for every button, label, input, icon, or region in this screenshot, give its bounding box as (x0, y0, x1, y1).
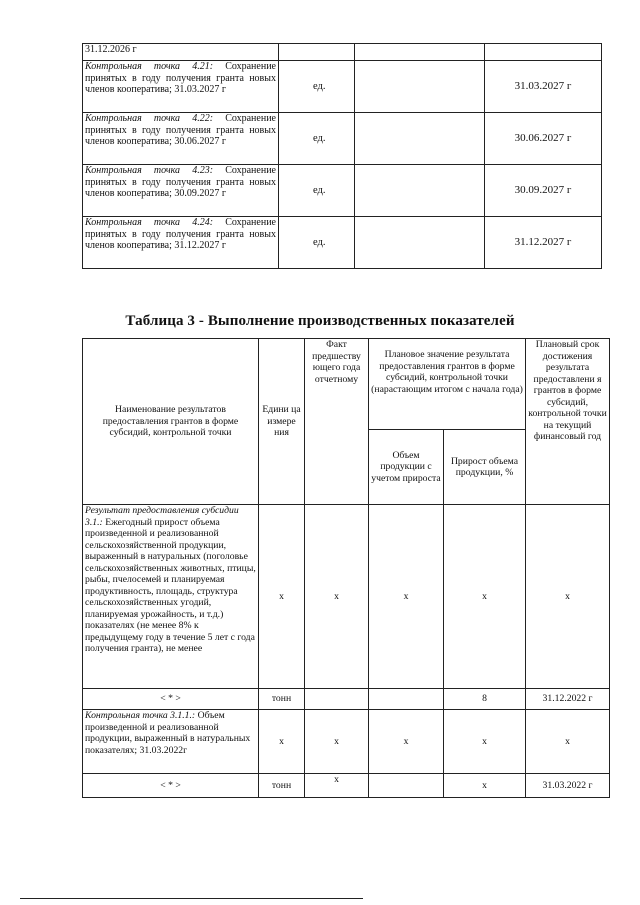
control-point-description: Контрольная точка 4.24: Сохранение принятых в году получения гранта новых членов кооператива; 31.12.2027 г (83, 217, 279, 269)
cell-x: x (526, 505, 610, 689)
table-row (83, 710, 610, 774)
control-point-description: Контрольная точка 4.23: Сохранение принятых в году получения гранта новых членов кооператива; 30.09.2027 г (83, 165, 279, 217)
header-name: Наименование результатов предоставления грантов в форме субсидий, контрольной точки (83, 339, 259, 505)
table-row (83, 774, 610, 798)
volume-cell (369, 689, 444, 710)
unit-cell: ед. (279, 61, 355, 113)
header-volume: Объем продукции с учетом прироста (369, 430, 444, 505)
unit-cell: ед. (279, 165, 355, 217)
production-indicators-table (82, 338, 610, 798)
table-title: Таблица 3 - Выполнение производственных показателей (125, 313, 515, 329)
unit-cell: ед. (279, 217, 355, 269)
header-row (83, 339, 610, 430)
table-row (83, 689, 610, 710)
unit-cell: тонн (259, 774, 305, 798)
deadline-cell: 31.03.2027 г (485, 61, 602, 113)
cell-x: x (444, 505, 526, 689)
continuation-date: 31.12.2026 г (83, 44, 279, 61)
table-row (83, 165, 602, 217)
header-deadline: Плановый срок достижения результата предоставлени я грантов в форме субсидий, контрольной точки на текущий финансовый год (526, 339, 610, 505)
volume-cell (369, 774, 444, 798)
header-unit: Едини ца измере ния (259, 339, 305, 505)
table-row (83, 44, 602, 61)
cell-x: x (259, 505, 305, 689)
control-point-description: Контрольная точка 3.1.1.: Объем произведенной и реализованной продукции, выраженный в натуральных показателях; 31.03.2022г (83, 710, 259, 774)
control-points-table (82, 43, 602, 269)
deadline-cell: 31.03.2022 г (526, 774, 610, 798)
table-row (83, 61, 602, 113)
growth-cell: 8 (444, 689, 526, 710)
fact-cell (305, 689, 369, 710)
cell-x: x (259, 710, 305, 774)
table-row (83, 217, 602, 269)
fact-cell: x (305, 774, 369, 798)
header-plan: Плановое значение результата предоставления грантов в форме субсидий, контрольной точки (нарастающим итогом с начала года) (369, 339, 526, 430)
unit-cell: ед. (279, 113, 355, 165)
cell-x: x (444, 710, 526, 774)
footnote-divider (20, 898, 363, 899)
cell-x: x (369, 505, 444, 689)
control-point-description: Контрольная точка 4.21: Сохранение принятых в году получения гранта новых членов кооператива; 31.03.2027 г (83, 61, 279, 113)
placeholder-name: < * > (83, 774, 259, 798)
cell-x: x (526, 710, 610, 774)
table-row (83, 113, 602, 165)
placeholder-name: < * > (83, 689, 259, 710)
cell-x: x (305, 710, 369, 774)
deadline-cell: 31.12.2027 г (485, 217, 602, 269)
control-point-description: Контрольная точка 4.22: Сохранение принятых в году получения гранта новых членов кооператива; 30.06.2027 г (83, 113, 279, 165)
unit-cell: тонн (259, 689, 305, 710)
header-growth: Прирост объема продукции, % (444, 430, 526, 505)
table-row (83, 505, 610, 689)
deadline-cell: 30.06.2027 г (485, 113, 602, 165)
cell-x: x (369, 710, 444, 774)
result-description: Результат предоставления субсидии 3.1.: Ежегодный прирост объема произведенной и реализованной сельскохозяйственной продукции, выраженный в натуральных (поголовье сельскохозяйственных животных, птицы, рыбы, пчелосемей и планируемая продуктивность, площадь, структура сельскохозяйственных угодий, планируемая урожайность, и т.д.) показателях (не менее 8% к предыдущему году в течение 5 лет с года получения гранта), не менее (83, 505, 259, 689)
growth-cell: x (444, 774, 526, 798)
deadline-cell: 31.12.2022 г (526, 689, 610, 710)
header-fact: Факт предшеству ющего года отчетному (305, 339, 369, 505)
deadline-cell: 30.09.2027 г (485, 165, 602, 217)
cell-x: x (305, 505, 369, 689)
